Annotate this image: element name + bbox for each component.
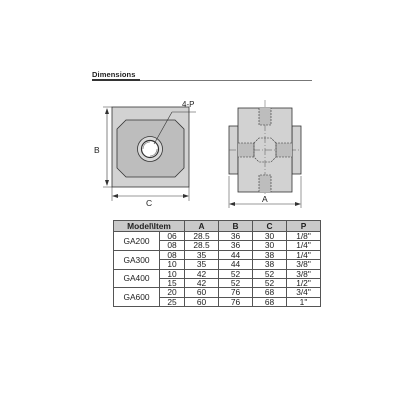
size-cell: 06 (160, 232, 185, 241)
c-cell: 68 (253, 297, 287, 306)
c-cell: 38 (253, 250, 287, 259)
size-cell: 25 (160, 297, 185, 306)
section-title: Dimensions (92, 70, 136, 79)
a-cell: 28.5 (185, 241, 219, 250)
table-header-row (114, 221, 321, 232)
model-cell: GA300 (114, 250, 160, 269)
model-cell: GA400 (114, 269, 160, 288)
size-cell: 08 (160, 250, 185, 259)
dimension-b-label: B (94, 145, 100, 155)
size-cell: 20 (160, 288, 185, 297)
c-cell: 30 (253, 241, 287, 250)
b-cell: 36 (219, 241, 253, 250)
header-b: B (219, 221, 253, 232)
a-cell: 60 (185, 297, 219, 306)
b-cell: 44 (219, 260, 253, 269)
c-cell: 30 (253, 232, 287, 241)
model-cell: GA200 (114, 232, 160, 251)
c-cell: 52 (253, 279, 287, 288)
b-cell: 76 (219, 288, 253, 297)
a-cell: 28.5 (185, 232, 219, 241)
header-a: A (185, 221, 219, 232)
table-row (114, 250, 321, 259)
size-cell: 08 (160, 241, 185, 250)
b-cell: 36 (219, 232, 253, 241)
side-view (229, 100, 301, 208)
a-cell: 35 (185, 250, 219, 259)
b-cell: 52 (219, 279, 253, 288)
c-cell: 38 (253, 260, 287, 269)
a-cell: 42 (185, 269, 219, 278)
p-cell: 3/4" (287, 288, 321, 297)
a-cell: 42 (185, 279, 219, 288)
dimension-a-label: A (262, 194, 268, 204)
b-cell: 52 (219, 269, 253, 278)
front-view (103, 107, 196, 201)
b-cell: 76 (219, 297, 253, 306)
c-cell: 52 (253, 269, 287, 278)
port-label: 4-P (182, 100, 195, 109)
p-cell: 1/4" (287, 250, 321, 259)
header-p: P (287, 221, 321, 232)
c-cell: 68 (253, 288, 287, 297)
dimension-table (113, 220, 321, 307)
p-cell: 1/8" (287, 232, 321, 241)
header-c: C (253, 221, 287, 232)
p-cell: 1" (287, 297, 321, 306)
header-model-item: Model\Item (114, 221, 185, 232)
table-row (114, 232, 321, 241)
p-cell: 1/4" (287, 241, 321, 250)
size-cell: 10 (160, 260, 185, 269)
p-cell: 3/8" (287, 269, 321, 278)
size-cell: 10 (160, 269, 185, 278)
b-cell: 44 (219, 250, 253, 259)
dimension-c-label: C (146, 198, 153, 208)
table-row (114, 288, 321, 297)
model-cell: GA600 (114, 288, 160, 307)
a-cell: 35 (185, 260, 219, 269)
table-row (114, 269, 321, 278)
p-cell: 1/2" (287, 279, 321, 288)
a-cell: 60 (185, 288, 219, 297)
p-cell: 3/8" (287, 260, 321, 269)
size-cell: 15 (160, 279, 185, 288)
